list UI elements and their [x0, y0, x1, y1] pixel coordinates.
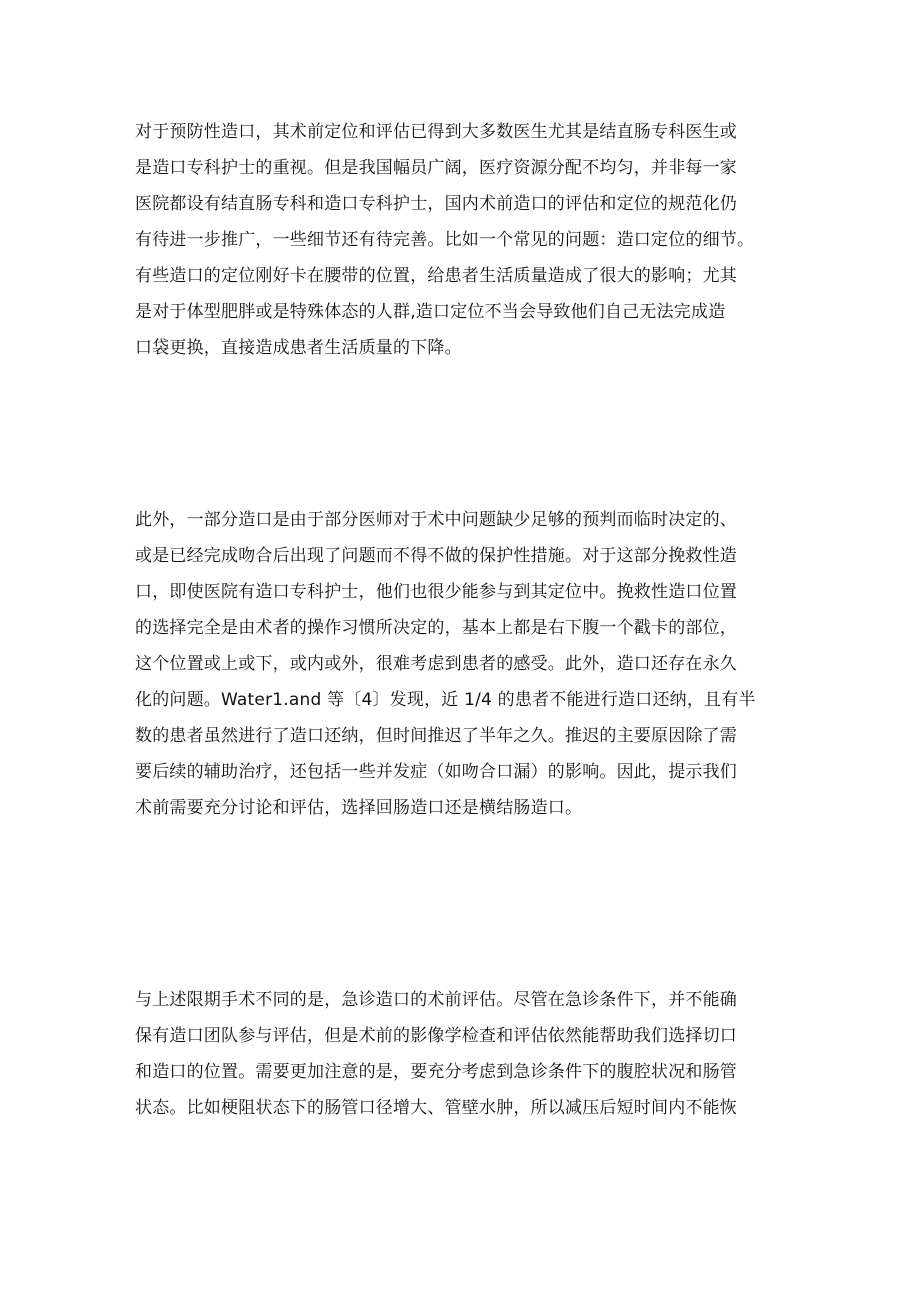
paragraph-emergency-stoma	[135, 982, 815, 1126]
paragraph-salvage-stoma	[135, 502, 815, 826]
text-line: 与上述限期手术不同的是，急诊造口的术前评估。尽管在急诊条件下，并不能确	[135, 990, 737, 1010]
paragraph-preventive-stoma	[135, 114, 815, 366]
text-line: 是对于体型肥胖或是特殊体态的人群,造口定位不当会导致他们自己无法完成造	[135, 302, 726, 322]
text-line: 医院都设有结直肠专科和造口专科护士，国内术前造口的评估和定位的规范化仍	[135, 194, 737, 214]
text-line: 化的问题。Water1.and 等〔4〕发现，近 1/4 的患者不能进行造口还纳，且有半	[135, 690, 756, 710]
text-line: 的选择完全是由术者的操作习惯所决定的，基本上都是右下腹一个戳卡的部位，	[135, 618, 737, 638]
text-line: 有些造口的定位刚好卡在腰带的位置，给患者生活质量造成了很大的影响；尤其	[135, 266, 737, 286]
text-line: 保有造口团队参与评估，但是术前的影像学检查和评估依然能帮助我们选择切口	[135, 1026, 737, 1046]
text-line: 口，即使医院有造口专科护士，他们也很少能参与到其定位中。挽救性造口位置	[135, 582, 737, 602]
text-line: 是造口专科护士的重视。但是我国幅员广阔，医疗资源分配不均匀，并非每一家	[135, 158, 737, 178]
text-line: 状态。比如梗阻状态下的肠管口径增大、管壁水肿，所以减压后短时间内不能恢	[135, 1098, 737, 1118]
text-line: 或是已经完成吻合后出现了问题而不得不做的保护性措施。对于这部分挽救性造	[135, 546, 737, 566]
text-line: 对于预防性造口，其术前定位和评估已得到大多数医生尤其是结直肠专科医生或	[135, 122, 737, 142]
text-line: 数的患者虽然进行了造口还纳，但时间推迟了半年之久。推迟的主要原因除了需	[135, 726, 737, 746]
text-line: 和造口的位置。需要更加注意的是，要充分考虑到急诊条件下的腹腔状况和肠管	[135, 1062, 737, 1082]
text-line: 此外，一部分造口是由于部分医师对于术中问题缺少足够的预判而临时决定的、	[135, 510, 737, 530]
text-line: 口袋更换，直接造成患者生活质量的下降。	[135, 338, 462, 358]
text-line: 术前需要充分讨论和评估，选择回肠造口还是横结肠造口。	[135, 798, 583, 818]
text-line: 要后续的辅助治疗，还包括一些并发症（如吻合口漏）的影响。因此，提示我们	[135, 762, 737, 782]
text-line: 有待进一步推广，一些细节还有待完善。比如一个常见的问题：造口定位的细节。	[135, 230, 755, 250]
text-line: 这个位置或上或下，或内或外，很难考虑到患者的感受。此外，造口还存在永久	[135, 654, 737, 674]
